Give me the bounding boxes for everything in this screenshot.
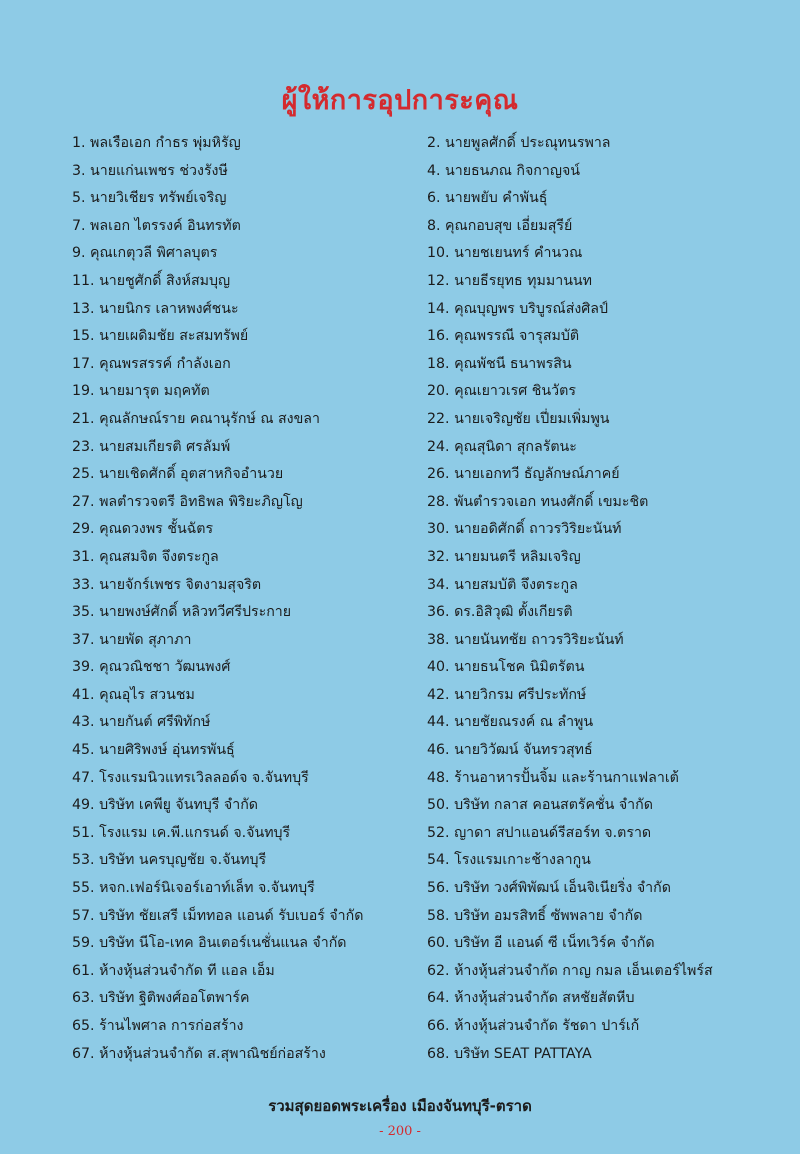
sponsor-entry: 53. บริษัท นครบุญชัย จ.จันทบุรี: [72, 852, 267, 869]
sponsor-entry: 7. พลเอก ไตรรงค์ อินทรทัต: [72, 217, 241, 234]
sponsor-entry: 41. คุณอุไร สวนชม: [72, 686, 195, 703]
sponsor-entry: 12. นายธีรยุทธ ทุมมานนท: [427, 272, 592, 289]
sponsor-entry: 37. นายพัด สุภาภา: [72, 631, 192, 648]
sponsor-entry: 54. โรงแรมเกาะช้างลากูน: [427, 852, 591, 869]
sponsor-row: [0, 516, 800, 544]
sponsor-entry: 6. นายพยับ คำพันธุ์: [427, 190, 548, 207]
sponsor-entry: 22. นายเจริญชัย เปี่ยมเพิ่มพูน: [427, 410, 610, 427]
sponsor-row: [0, 378, 800, 406]
sponsor-entry: 64. ห้างหุ้นส่วนจำกัด สหชัยสัตหีบ: [427, 990, 635, 1007]
sponsor-entry: 1. พลเรือเอก กำธร พุ่มหิรัญ: [72, 135, 241, 151]
sponsor-entry: 10. นายชเยนทร์ คำนวณ: [427, 245, 583, 262]
sponsor-row: [0, 406, 800, 434]
sponsor-entry: 63. บริษัท ฐิติพงศ์ออโตพาร์ค: [72, 990, 250, 1007]
sponsor-entry: 57. บริษัท ชัยเสรี เม็ททอล แอนด์ รับเบอร์ จำกัด: [72, 907, 364, 924]
sponsor-row: [0, 213, 800, 241]
sponsor-entry: 11. นายชูศักดิ์ สิงห์สมบุญ: [72, 272, 231, 289]
sponsor-row: [0, 351, 800, 379]
sponsor-entry: 68. บริษัท SEAT PATTAYA: [427, 1045, 592, 1062]
sponsor-row: [0, 847, 800, 875]
sponsor-entry: 18. คุณพัชนี ธนาพรสิน: [427, 355, 572, 372]
sponsor-entry: 39. คุณวณิชชา วัฒนพงศ์: [72, 659, 231, 676]
sponsor-entry: 4. นายธนภณ กิจกาญจน์: [427, 162, 580, 179]
sponsor-entry: 44. นายชัยณรงค์ ณ ลำพูน: [427, 714, 594, 731]
sponsor-entry: 56. บริษัท วงศ์พิพัฒน์ เอ็นจิเนียริ่ง จำกัด: [427, 880, 671, 897]
sponsor-row: [0, 737, 800, 765]
sponsor-entry: 60. บริษัท อี แอนด์ ซี เน็ทเวิร์ค จำกัด: [427, 935, 655, 952]
sponsor-row: [0, 682, 800, 710]
sponsor-row: [0, 958, 800, 986]
sponsor-row: [0, 875, 800, 903]
sponsor-list: [0, 130, 800, 1068]
sponsor-row: [0, 268, 800, 296]
sponsor-entry: 52. ญาดา สปาแอนด์รีสอร์ท จ.ตราด: [427, 824, 652, 841]
sponsor-row: [0, 572, 800, 600]
sponsor-entry: 40. นายธนโชค นิมิตรัตน: [427, 659, 585, 676]
sponsor-entry: 32. นายมนตรี หลิมเจริญ: [427, 548, 581, 565]
sponsor-entry: 55. หจก.เฟอร์นิเจอร์เอาท์เล็ท จ.จันทบุรี: [72, 880, 315, 897]
sponsor-entry: 3. นายแก่นเพชร ช่วงรังษี: [72, 162, 228, 179]
sponsor-entry: 33. นายจักร์เพชร จิตงามสุจริต: [72, 576, 262, 593]
sponsor-row: [0, 185, 800, 213]
sponsor-entry: 58. บริษัท อมรสิทธิ์ ซัพพลาย จำกัด: [427, 907, 643, 924]
sponsor-entry: 62. ห้างหุ้นส่วนจำกัด กาญ กมล เอ็นเตอร์ไพร์ส: [427, 962, 713, 979]
sponsor-entry: 43. นายกันต์ ศรีพิทักษ์: [72, 714, 211, 731]
sponsor-entry: 42. นายวิกรม ศรีประทักษ์: [427, 686, 587, 703]
sponsor-row: [0, 930, 800, 958]
sponsor-entry: 9. คุณเกตุวลี พิศาลบุตร: [72, 245, 218, 262]
sponsor-row: [0, 544, 800, 572]
sponsor-entry: 20. คุณเยาวเรศ ชินวัตร: [427, 383, 576, 400]
sponsor-row: [0, 296, 800, 324]
sponsor-entry: 30. นายอดิศักดิ์ ถาวรวิริยะนันท์: [427, 521, 622, 538]
sponsor-entry: 36. ดร.อิสิวุฒิ ตั้งเกียรติ: [427, 604, 573, 621]
sponsor-entry: 2. นายพูลศักดิ์ ประณุทนรพาล: [427, 135, 611, 151]
sponsor-entry: 31. คุณสมจิต จึงตระกูล: [72, 548, 219, 565]
sponsor-entry: 34. นายสมบัติ จึงตระกูล: [427, 576, 578, 593]
sponsor-row: [0, 323, 800, 351]
sponsor-entry: 16. คุณพรรณี จารุสมบัติ: [427, 328, 580, 345]
sponsor-entry: 59. บริษัท นีโอ-เทค อินเตอร์เนชั่นแนล จำกัด: [72, 935, 347, 952]
sponsor-entry: 21. คุณลักษณ์ราย คณานุรักษ์ ณ สงขลา: [72, 410, 320, 427]
sponsor-row: [0, 654, 800, 682]
sponsor-entry: 17. คุณพรสรรค์ กำลังเอก: [72, 355, 231, 372]
sponsor-entry: 51. โรงแรม เค.พี.แกรนด์ จ.จันทบุรี: [72, 824, 291, 841]
sponsor-row: [0, 130, 800, 158]
book-title: รวมสุดยอดพระเครื่อง เมืองจันทบุรี-ตราด: [268, 1097, 532, 1115]
sponsor-entry: 66. ห้างหุ้นส่วนจำกัด รัชดา ปาร์เก้: [427, 1018, 640, 1034]
sponsor-entry: 8. คุณกอบสุข เอี่ยมสุรีย์: [427, 217, 573, 234]
sponsor-row: [0, 599, 800, 627]
sponsor-entry: 67. ห้างหุ้นส่วนจำกัด ส.สุพาณิชย์ก่อสร้าง: [72, 1045, 326, 1062]
sponsor-entry: 46. นายวิวัฒน์ จันทรวสุทธ์: [427, 742, 593, 759]
sponsor-entry: 24. คุณสุนิดา สุกลรัตนะ: [427, 438, 577, 455]
sponsor-entry: 5. นายวิเชียร ทรัพย์เจริญ: [72, 190, 227, 207]
sponsor-entry: 27. พลตำรวจตรี อิทธิพล พิริยะภิญโญ: [72, 493, 303, 510]
sponsor-entry: 26. นายเอกทวี ธัญลักษณ์ภาคย์: [427, 466, 620, 483]
sponsor-row: [0, 765, 800, 793]
sponsor-entry: 29. คุณดวงพร ชั้นฉัตร: [72, 521, 214, 538]
sponsor-row: [0, 627, 800, 655]
sponsor-entry: 28. พันตำรวจเอก ทนงศักดิ์ เขมะชิต: [427, 493, 649, 510]
sponsor-entry: 15. นายเผดิมชัย สะสมทรัพย์: [72, 328, 249, 345]
sponsor-entry: 48. ร้านอาหารปั้นจิ้ม และร้านกาแฟลาเต้: [427, 769, 679, 786]
page-number: - 200 -: [379, 1124, 421, 1139]
sponsor-entry: 49. บริษัท เคพียู จันทบุรี จำกัด: [72, 797, 259, 814]
page-title: ผู้ให้การอุปการะคุณ: [281, 85, 519, 116]
sponsor-row: [0, 434, 800, 462]
sponsor-entry: 13. นายนิกร เลาหพงศ์ชนะ: [72, 300, 239, 317]
sponsor-entry: 50. บริษัท กลาส คอนสตรัคชั่น จำกัด: [427, 797, 653, 814]
sponsor-row: [0, 820, 800, 848]
sponsor-row: [0, 461, 800, 489]
sponsor-row: [0, 1013, 800, 1041]
sponsor-entry: 35. นายพงษ์ศักดิ์ หลิวทวีศรีประกาย: [72, 604, 292, 621]
sponsor-row: [0, 158, 800, 186]
sponsor-row: [0, 709, 800, 737]
sponsor-row: [0, 903, 800, 931]
sponsor-entry: 14. คุณบุญพร บริบูรณ์ส่งศิลป์: [427, 300, 609, 317]
sponsor-entry: 47. โรงแรมนิวแทรเวิลลอด์จ จ.จันทบุรี: [72, 769, 309, 786]
sponsor-row: [0, 240, 800, 268]
sponsor-row: [0, 792, 800, 820]
sponsor-entry: 23. นายสมเกียรติ ศรลัมพ์: [72, 438, 231, 455]
sponsor-entry: 38. นายนันทชัย ถาวรวิริยะนันท์: [427, 631, 624, 648]
sponsor-entry: 19. นายมารุต มฤคทัต: [72, 383, 210, 400]
sponsor-row: [0, 1041, 800, 1069]
sponsor-entry: 45. นายศิริพงษ์ อุ่นทรพันธุ์: [72, 742, 235, 759]
sponsor-row: [0, 985, 800, 1013]
sponsor-entry: 65. ร้านไพศาล การก่อสร้าง: [72, 1018, 244, 1034]
sponsor-row: [0, 489, 800, 517]
sponsor-entry: 61. ห้างหุ้นส่วนจำกัด ที แอล เอ็ม: [72, 962, 275, 979]
sponsor-entry: 25. นายเชิดศักดิ์ อุตสาหกิจอำนวย: [72, 466, 284, 483]
